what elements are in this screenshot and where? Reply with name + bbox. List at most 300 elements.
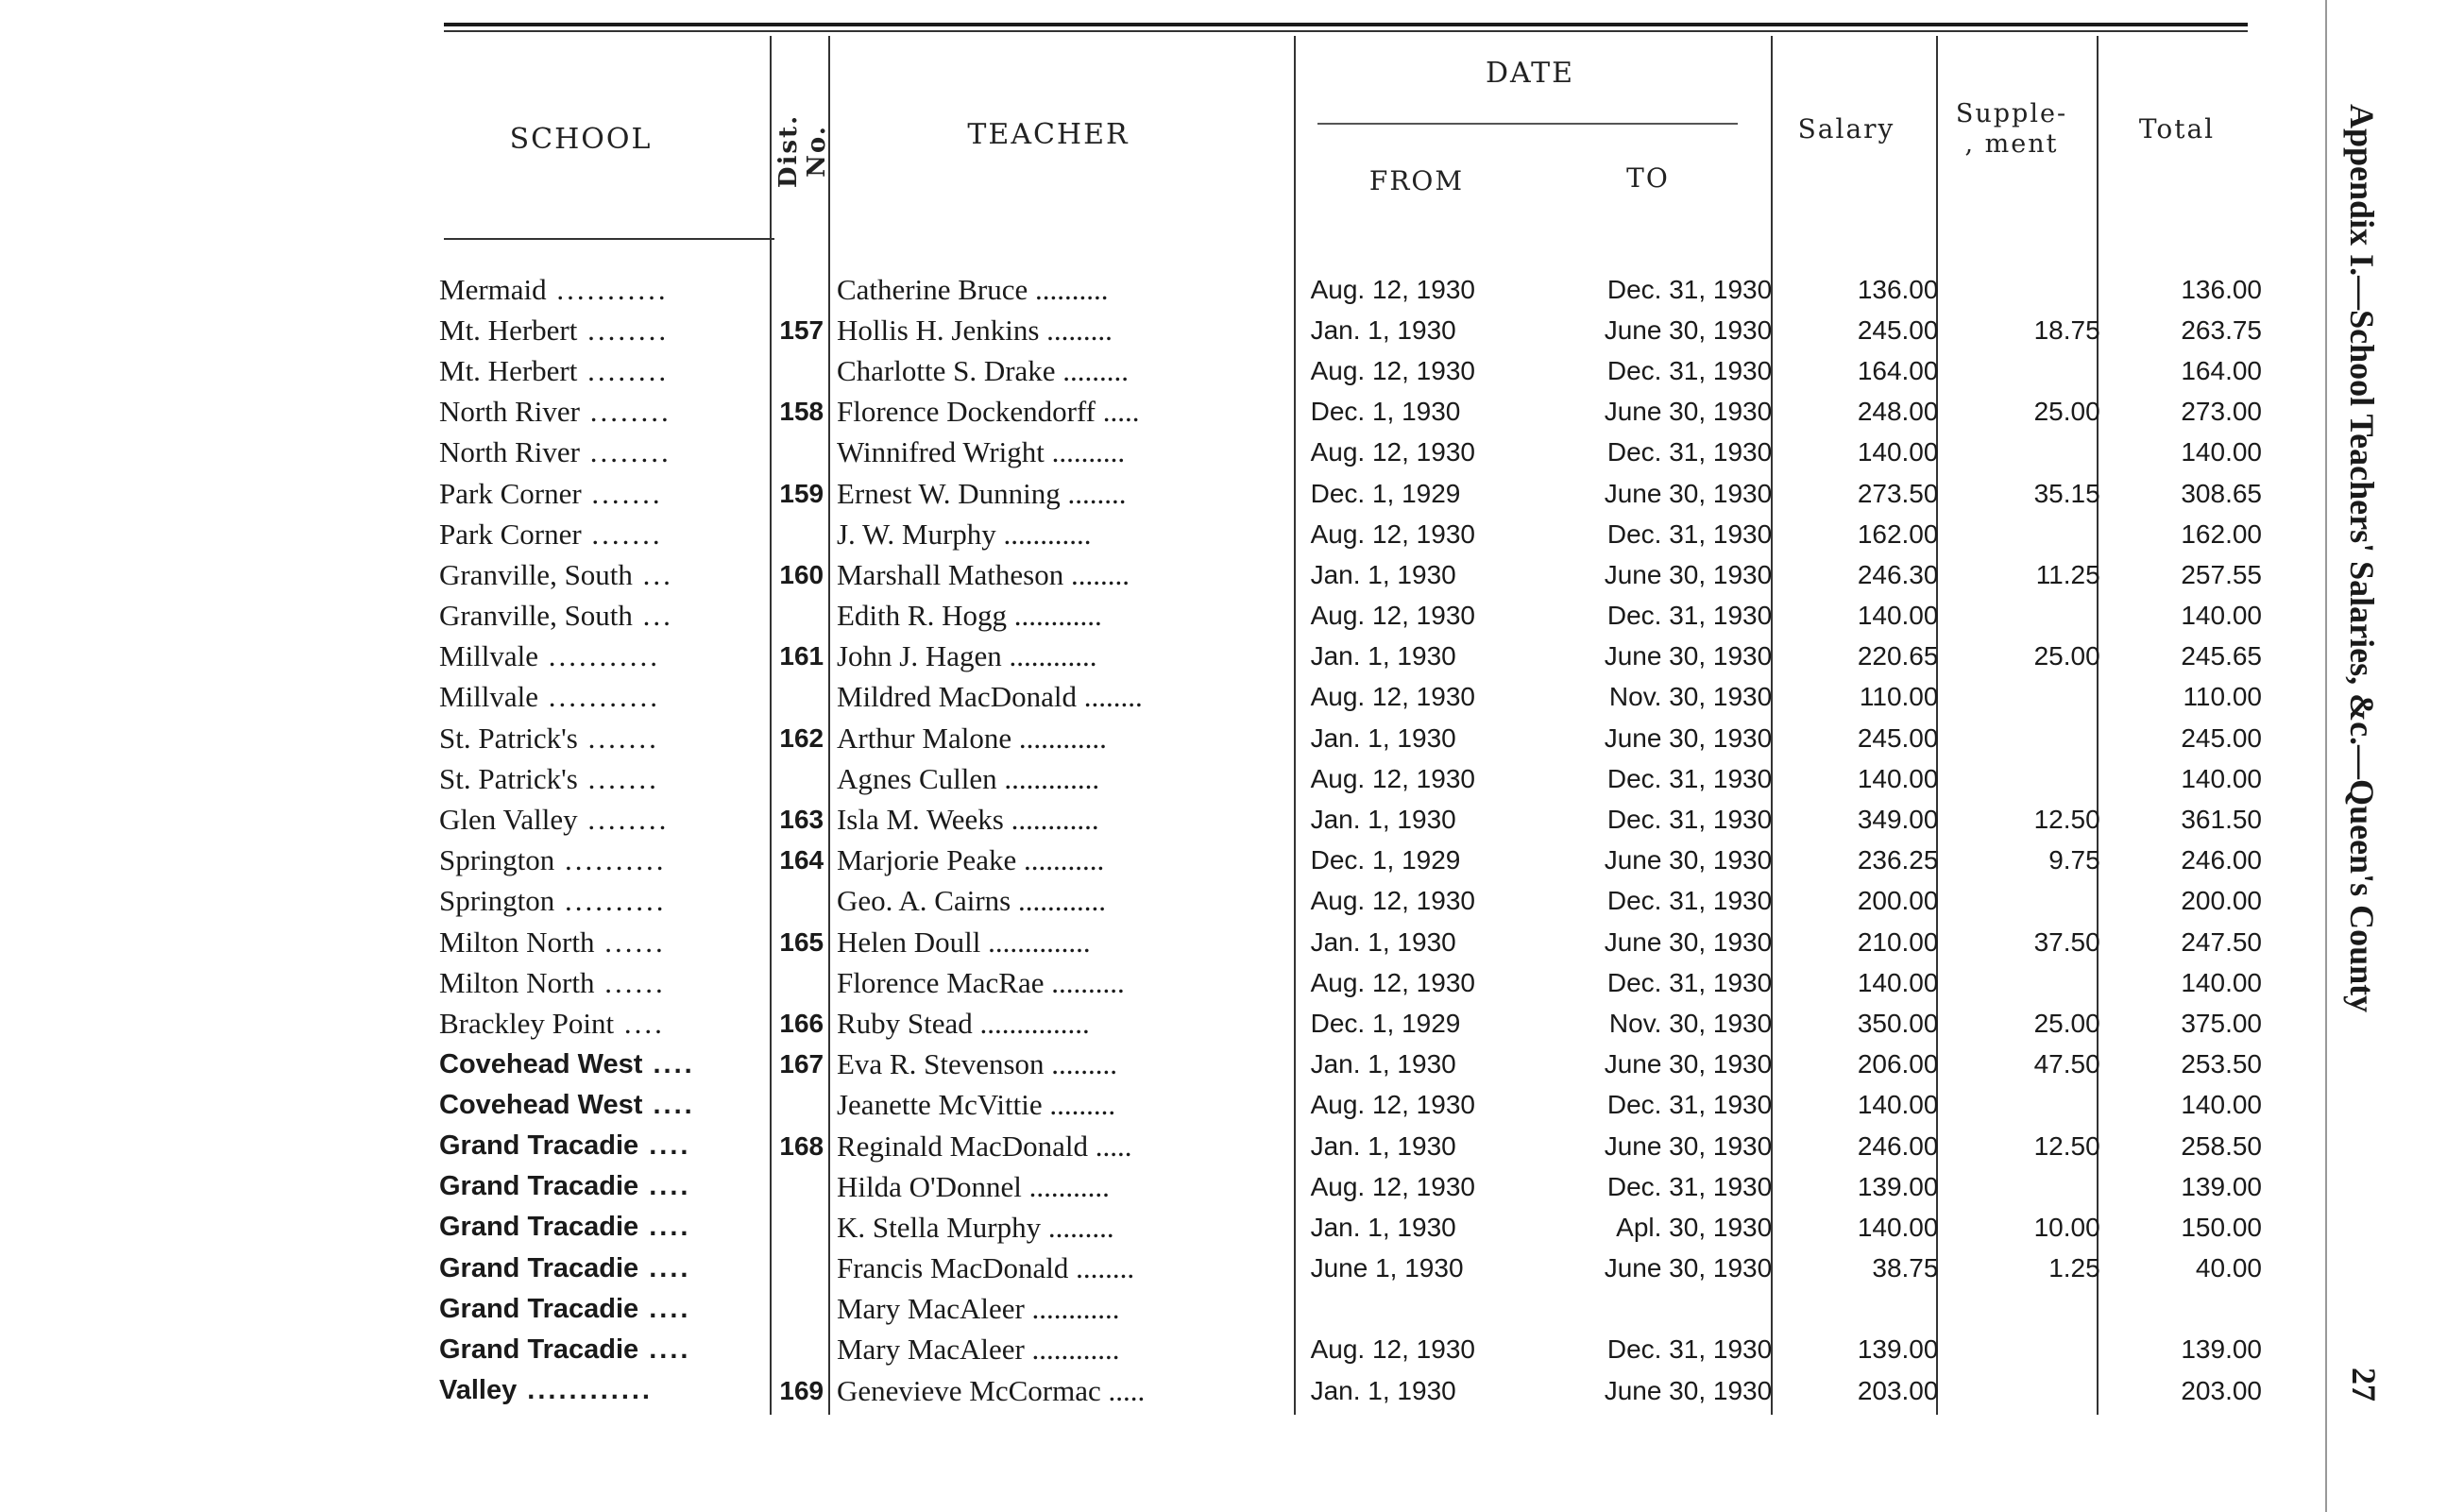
salary-cell: 162.00 xyxy=(1857,518,1939,549)
dist-no-cell xyxy=(773,514,831,554)
leader-dots: ........ xyxy=(579,435,671,469)
date-to-cell: June 30, 1930 xyxy=(1604,722,1773,753)
date-from-cell: Aug. 12, 1930 xyxy=(1310,355,1475,385)
school-name: Millvale xyxy=(439,680,539,714)
leader-dots: ........... xyxy=(538,680,661,714)
salary-cell: 139.00 xyxy=(1857,1334,1939,1365)
teacher-cell: Hilda O'Donnel ........... xyxy=(836,1169,1110,1203)
supplement-cell: 9.75 xyxy=(2048,845,2100,875)
total-cell: 273.00 xyxy=(2181,397,2262,427)
table-row xyxy=(439,758,2262,799)
total-cell: 246.00 xyxy=(2181,845,2262,875)
school-cell xyxy=(439,1003,773,1044)
header-bottom-rule xyxy=(444,238,774,240)
date-from-cell: Jan. 1, 1930 xyxy=(1310,1375,1456,1405)
leader-dots: ........ xyxy=(579,395,671,429)
date-divider-rule xyxy=(1317,123,1738,125)
leader-dots: ........ xyxy=(577,803,670,837)
dist-no-cell xyxy=(773,1330,831,1370)
teacher-cell: John J. Hagen ............ xyxy=(836,639,1097,673)
date-from-cell: Jan. 1, 1930 xyxy=(1310,314,1456,345)
dist-no-cell xyxy=(773,881,831,922)
school-cell xyxy=(439,514,773,554)
total-cell: 140.00 xyxy=(2181,601,2262,631)
total-cell: 110.00 xyxy=(2183,682,2262,712)
date-to-cell: Dec. 31, 1930 xyxy=(1606,355,1773,385)
dist-no-cell: 168 xyxy=(779,1130,824,1161)
teacher-cell: Francis MacDonald ........ xyxy=(836,1251,1135,1285)
teacher-cell: Mary MacAleer ............ xyxy=(836,1333,1120,1367)
total-cell: 136.00 xyxy=(2181,274,2262,304)
table-row xyxy=(439,1045,2262,1085)
teacher-cell: Arthur Malone ............ xyxy=(836,721,1107,755)
leader-dots: .......... xyxy=(554,884,667,918)
leader-dots: ....... xyxy=(577,721,659,755)
teacher-cell: Marshall Matheson ........ xyxy=(836,557,1130,591)
salary-cell: 246.00 xyxy=(1857,1130,1939,1161)
table-row xyxy=(439,962,2262,1003)
date-to-cell: Dec. 31, 1930 xyxy=(1606,886,1773,916)
total-cell: 258.50 xyxy=(2181,1130,2262,1161)
date-to-cell: June 30, 1930 xyxy=(1604,478,1773,508)
teacher-cell: Eva R. Stevenson ......... xyxy=(836,1047,1118,1081)
school-cell xyxy=(439,1249,773,1289)
salary-cell: 350.00 xyxy=(1857,1008,1939,1038)
date-to-cell: Dec. 31, 1930 xyxy=(1606,437,1773,467)
supplement-cell: 25.00 xyxy=(2033,641,2100,671)
dist-no-cell xyxy=(773,350,831,391)
salary-cell: 136.00 xyxy=(1857,274,1939,304)
teacher-cell: Hollis H. Jenkins ......... xyxy=(836,313,1113,347)
table-row xyxy=(439,596,2262,637)
school-name: North River xyxy=(439,395,580,429)
school-cell xyxy=(439,677,773,718)
date-from-cell: Aug. 12, 1930 xyxy=(1310,601,1475,631)
salary-cell: 273.50 xyxy=(1857,478,1939,508)
date-from-cell: Jan. 1, 1930 xyxy=(1310,559,1456,589)
header-teacher: TEACHER xyxy=(967,118,1130,151)
date-from-cell: Aug. 12, 1930 xyxy=(1310,886,1475,916)
supplement-cell xyxy=(1938,962,2099,1003)
leader-dots: ....... xyxy=(581,476,663,510)
school-name: Mermaid xyxy=(439,272,547,306)
supplement-cell xyxy=(1938,350,2099,391)
date-from-cell: Aug. 12, 1930 xyxy=(1310,763,1475,793)
leader-dots: ... xyxy=(632,557,673,591)
dist-no-cell xyxy=(773,1289,831,1330)
table-row xyxy=(439,310,2262,350)
date-to-cell: Dec. 31, 1930 xyxy=(1606,601,1773,631)
table-row xyxy=(439,1003,2262,1044)
school-name: St. Patrick's xyxy=(439,761,578,795)
teacher-cell: Jeanette McVittie ......... xyxy=(836,1088,1116,1122)
supplement-cell: 37.50 xyxy=(2033,926,2100,957)
total-cell: 375.00 xyxy=(2181,1008,2262,1038)
leader-dots: ........... xyxy=(538,639,661,673)
supplement-cell: 10.00 xyxy=(2033,1212,2100,1242)
supplement-cell: 1.25 xyxy=(2048,1253,2100,1283)
school-cell xyxy=(439,1085,773,1126)
leader-dots: ............ xyxy=(517,1375,653,1406)
teacher-cell: Catherine Bruce .......... xyxy=(836,272,1109,306)
date-from-cell: Aug. 12, 1930 xyxy=(1310,1334,1475,1365)
supplement-cell xyxy=(1938,1085,2099,1126)
date-to-cell: June 30, 1930 xyxy=(1604,314,1773,345)
school-name: Grand Tracadie xyxy=(439,1130,639,1162)
supplement-cell xyxy=(1938,1166,2099,1207)
total-cell: 245.65 xyxy=(2181,641,2262,671)
total-cell: 140.00 xyxy=(2181,967,2262,997)
date-to-cell: June 30, 1930 xyxy=(1604,641,1773,671)
school-name: Glen Valley xyxy=(439,803,578,837)
total-cell: 139.00 xyxy=(2181,1334,2262,1365)
table-row xyxy=(439,1330,2262,1370)
header-date-to: TO xyxy=(1626,162,1670,194)
school-name: Grand Tracadie xyxy=(439,1171,639,1202)
dist-no-cell: 157 xyxy=(779,314,824,345)
supplement-cell: 47.50 xyxy=(2033,1049,2100,1079)
leader-dots: ........ xyxy=(577,353,670,387)
teacher-cell: Edith R. Hogg ............ xyxy=(836,599,1102,633)
date-from-cell: June 1, 1930 xyxy=(1310,1253,1464,1283)
school-name: Covehead West xyxy=(439,1089,643,1120)
school-cell xyxy=(439,392,773,433)
supplement-cell: 12.50 xyxy=(2033,1130,2100,1161)
total-cell: 164.00 xyxy=(2181,355,2262,385)
teacher-cell: Agnes Cullen ............. xyxy=(836,761,1100,795)
salary-table xyxy=(439,269,2262,1411)
salary-cell: 200.00 xyxy=(1857,886,1939,916)
school-name: Springton xyxy=(439,884,555,918)
salary-cell: 38.75 xyxy=(1872,1253,1939,1283)
teacher-cell: Florence Dockendorff ..... xyxy=(836,395,1140,429)
leader-dots: ....... xyxy=(577,761,659,795)
school-cell xyxy=(439,473,773,514)
total-cell: 263.75 xyxy=(2181,314,2262,345)
supplement-cell xyxy=(1938,433,2099,473)
table-row xyxy=(439,718,2262,758)
supplement-cell xyxy=(1938,718,2099,758)
table-row xyxy=(439,554,2262,595)
date-to-cell: Dec. 31, 1930 xyxy=(1606,1090,1773,1120)
dist-no-cell xyxy=(773,596,831,637)
dist-no-cell xyxy=(773,433,831,473)
table-row xyxy=(439,1289,2262,1330)
top-rule-secondary xyxy=(444,30,2248,32)
date-from-cell: Jan. 1, 1930 xyxy=(1310,926,1456,957)
date-to-cell: Dec. 31, 1930 xyxy=(1606,763,1773,793)
dist-no-cell: 161 xyxy=(779,641,824,671)
leader-dots: .... xyxy=(614,1006,665,1040)
date-from-cell: Jan. 1, 1930 xyxy=(1310,722,1456,753)
date-from-cell xyxy=(1301,1289,1568,1330)
table-row xyxy=(439,1207,2262,1248)
teacher-cell: Charlotte S. Drake ......... xyxy=(836,353,1130,387)
dist-no-cell: 164 xyxy=(779,845,824,875)
school-name: Millvale xyxy=(439,639,539,673)
salary-cell: 140.00 xyxy=(1857,601,1939,631)
school-name: Park Corner xyxy=(439,476,582,510)
date-to-cell: June 30, 1930 xyxy=(1604,926,1773,957)
document-page: SCHOOL Dist. No. TEACHER DATE FROM TO Salary Supple- , ment Total Mermaid ........... Catherine Bruce .......... Aug. 12, 1930 Dec. 31, 1930 136.00 136.00 Mt. Herbert ........ 157 Hollis H. Jenkins ......... Jan. 1, 1930 June 30, 1930 245.00 18.75 263.75 Mt. Herbert ........ Charlotte S. Drake ......... Aug. 12, 1930 Dec. 31, 1930 164.00 164.00 North River ........ 158 Florence Dockendorff ..... Dec. 1, 1930 June 30, 1930 248.00 25.00 273.00 North River ........ Winnifred Wright .......... Aug. 12, 1930 Dec. 31, 1930 140.00 140.00 Park Corner ....... 159 Ernest W. Dunning ........ Dec. 1, 1929 June 30, 1930 273.50 35.15 308.65 Park Corner ....... J. W. Murphy ............ Aug. 12, 1930 Dec. 31, 1930 162.00 162.00 Granville, South ... 160 Marshall Matheson ........ Jan. 1, 1930 June 30, 1930 246.30 11.25 257.55 Granville, South ... Edith R. Hogg ............ Aug. 12, 1930 Dec. 31, 1930 140.00 140.00 Millvale ........... 161 John J. Hagen ............ Jan. 1, 1930 June 30, 1930 220.65 25.00 245.65 Millvale ........... Mildred MacDonald ........ Aug. 12, 1930 Nov. 30, 1930 110.00 110.00 St. Patrick's ....... 162 Arthur Malone ............ Jan. 1, 1930 June 30, 1930 245.00 245.00 St. Patrick's ....... Agnes Cullen ............. Aug. 12, 1930 Dec. 31, 1930 140.00 140.00 Glen Valley ........ 163 Isla M. Weeks ............ Jan. 1, 1930 Dec. 31, 1930 349.00 12.50 361.50 Springton .......... 164 Marjorie Peake ........... Dec. 1, 1929 June 30, 1930 236.25 9.75 246.00 Springton .......... Geo. A. Cairns ............ Aug. 12, 1930 Dec. 31, 1930 200.00 200.00 Milton North ...... 165 Helen Doull .............. Jan. 1, 1930 June 30, 1930 210.00 37.50 247.50 Milton North ...... Florence MacRae .......... Aug. 12, 1930 Dec. 31, 1930 140.00 140.00 Brackley Point .... 166 Ruby Stead ............... Dec. 1, 1929 Nov. 30, 1930 350.00 25.00 375.00 Covehead West .... 167 Eva R. Stevenson ......... Jan. 1, 1930 June 30, 1930 206.00 47.50 253.50 Covehead West .... Jeanette McVittie ......... Aug. 12, 1930 Dec. 31, 1930 140.00 140.00 Grand Tracadie .... 168 Reginald MacDonald ..... Jan. 1, 1930 June 30, 1930 246.00 12.50 258.50 Grand Tracadie .... Hilda O'Donnel ........... Aug. 12, 1930 Dec. 31, 1930 139.00 139.00 Grand Tracadie .... K. Stella Murphy ......... Jan. 1, 1930 Apl. 30, 1930 140.00 10.00 150.00 Grand Tracadie .... Francis MacDonald ........ June 1, 1930 June 30, 1930 38.75 1.25 40.00 Grand Tracadie .... Mary MacAleer ............ Grand Tracadie .... Mary MacAleer ............ Aug. 12, 1930 Dec. 31, 1930 139.00 139.00 Valley ............ 169 Genevieve McCormac ..... Jan. 1, 1930 June 30, 1930 203.00 203.00 Appendix I.—School Teachers' Salaries, &c.—Queen's County 27 xyxy=(0,0,2447,1512)
date-from-cell: Aug. 12, 1930 xyxy=(1310,1090,1475,1120)
school-cell xyxy=(439,1126,773,1166)
teacher-cell: Ernest W. Dunning ........ xyxy=(836,476,1127,510)
school-cell xyxy=(439,350,773,391)
table-row xyxy=(439,1249,2262,1289)
leader-dots: .... xyxy=(638,1334,691,1365)
table-row xyxy=(439,1166,2262,1207)
school-name: Milton North xyxy=(439,965,595,999)
leader-dots: .... xyxy=(638,1171,691,1202)
table-row xyxy=(439,841,2262,881)
salary-cell: 245.00 xyxy=(1857,314,1939,345)
salary-cell: 139.00 xyxy=(1857,1171,1939,1201)
teacher-cell: Reginald MacDonald ..... xyxy=(836,1129,1132,1163)
leader-dots: .... xyxy=(642,1089,695,1120)
dist-no-cell xyxy=(773,1249,831,1289)
date-from-cell: Jan. 1, 1930 xyxy=(1310,1212,1456,1242)
teacher-cell: Helen Doull .............. xyxy=(836,925,1091,959)
date-from-cell: Aug. 12, 1930 xyxy=(1310,518,1475,549)
supplement-cell xyxy=(1938,514,2099,554)
table-row xyxy=(439,1370,2262,1411)
school-name: Grand Tracadie xyxy=(439,1334,639,1365)
dist-no-cell: 167 xyxy=(779,1049,824,1079)
date-to-cell: June 30, 1930 xyxy=(1604,1375,1773,1405)
teacher-cell: Mary MacAleer ............ xyxy=(836,1292,1120,1326)
school-cell xyxy=(439,799,773,840)
total-cell: 361.50 xyxy=(2181,805,2262,835)
dist-no-cell: 160 xyxy=(779,559,824,589)
dist-no-cell xyxy=(773,677,831,718)
leader-dots: .... xyxy=(638,1212,691,1243)
school-cell xyxy=(439,758,773,799)
table-row xyxy=(439,799,2262,840)
salary-cell: 245.00 xyxy=(1857,722,1939,753)
header-total: Total xyxy=(2138,113,2216,144)
salary-cell: 110.00 xyxy=(1859,682,1939,712)
school-name: Covehead West xyxy=(439,1048,643,1079)
supplement-cell xyxy=(1938,677,2099,718)
date-from-cell: Dec. 1, 1929 xyxy=(1310,845,1461,875)
table-row xyxy=(439,637,2262,677)
header-supplement: Supple- , ment xyxy=(1955,99,2068,159)
salary-cell: 220.65 xyxy=(1857,641,1939,671)
teacher-cell: Winnifred Wright .......... xyxy=(836,435,1126,469)
dist-no-cell: 159 xyxy=(779,478,824,508)
top-rule xyxy=(444,23,2248,26)
date-to-cell: Dec. 31, 1930 xyxy=(1606,518,1773,549)
school-name: Mt. Herbert xyxy=(439,313,578,347)
dist-no-cell: 166 xyxy=(779,1008,824,1038)
date-to-cell: June 30, 1930 xyxy=(1604,397,1773,427)
date-from-cell: Jan. 1, 1930 xyxy=(1310,1049,1456,1079)
date-from-cell: Jan. 1, 1930 xyxy=(1310,1130,1456,1161)
leader-dots: ...... xyxy=(594,965,666,999)
salary-cell: 140.00 xyxy=(1857,1212,1939,1242)
school-name: Granville, South xyxy=(439,557,633,591)
leader-dots: .... xyxy=(638,1293,691,1324)
teacher-cell: Mildred MacDonald ........ xyxy=(836,680,1143,714)
teacher-cell: Isla M. Weeks ............ xyxy=(836,803,1099,837)
table-row xyxy=(439,514,2262,554)
dist-no-cell: 169 xyxy=(779,1375,824,1405)
supplement-cell xyxy=(1938,1370,2099,1411)
page-number: 27 xyxy=(2345,1368,2383,1402)
header-dist-no xyxy=(765,85,841,198)
teacher-cell: Ruby Stead ............... xyxy=(836,1006,1090,1040)
supplement-cell xyxy=(1938,596,2099,637)
dist-no-cell xyxy=(773,758,831,799)
leader-dots: .... xyxy=(642,1048,695,1079)
dist-no-cell xyxy=(773,1166,831,1207)
supplement-cell: 35.15 xyxy=(2033,478,2100,508)
leader-dots: .... xyxy=(638,1130,691,1162)
dist-no-cell: 158 xyxy=(779,397,824,427)
date-to-cell: Dec. 31, 1930 xyxy=(1606,274,1773,304)
dist-no-cell xyxy=(773,1085,831,1126)
school-cell xyxy=(439,269,773,310)
date-to-cell: Dec. 31, 1930 xyxy=(1606,967,1773,997)
leader-dots: .......... xyxy=(554,843,667,877)
school-cell xyxy=(439,1045,773,1085)
salary-cell: 206.00 xyxy=(1857,1049,1939,1079)
school-cell xyxy=(439,962,773,1003)
table-row xyxy=(439,392,2262,433)
date-from-cell: Aug. 12, 1930 xyxy=(1310,682,1475,712)
school-cell xyxy=(439,922,773,962)
school-cell xyxy=(439,881,773,922)
salary-cell xyxy=(1772,1289,1938,1330)
total-cell: 139.00 xyxy=(2181,1171,2262,1201)
salary-cell: 140.00 xyxy=(1857,763,1939,793)
date-to-cell: Dec. 31, 1930 xyxy=(1606,1171,1773,1201)
salary-cell: 248.00 xyxy=(1857,397,1939,427)
supplement-cell xyxy=(1938,1330,2099,1370)
school-name: North River xyxy=(439,435,580,469)
school-cell xyxy=(439,718,773,758)
school-cell xyxy=(439,1370,773,1411)
date-to-cell xyxy=(1568,1289,1773,1330)
school-name: Brackley Point xyxy=(439,1006,615,1040)
supplement-cell xyxy=(1938,881,2099,922)
school-name: Granville, South xyxy=(439,599,633,633)
total-cell: 150.00 xyxy=(2181,1212,2262,1242)
supplement-cell xyxy=(1938,269,2099,310)
date-to-cell: Nov. 30, 1930 xyxy=(1608,682,1773,712)
leader-dots: ....... xyxy=(581,517,663,551)
salary-cell: 349.00 xyxy=(1857,805,1939,835)
supplement-cell xyxy=(1938,1289,2099,1330)
total-cell: 253.50 xyxy=(2181,1049,2262,1079)
date-from-cell: Dec. 1, 1929 xyxy=(1310,1008,1461,1038)
date-from-cell: Jan. 1, 1930 xyxy=(1310,641,1456,671)
date-from-cell: Aug. 12, 1930 xyxy=(1310,1171,1475,1201)
leader-dots: ........... xyxy=(546,272,669,306)
date-to-cell: June 30, 1930 xyxy=(1604,1130,1773,1161)
page-edge-rule xyxy=(2325,0,2327,1512)
school-name: Milton North xyxy=(439,925,595,959)
salary-cell: 236.25 xyxy=(1857,845,1939,875)
salary-cell: 140.00 xyxy=(1857,437,1939,467)
header-dist-no-label: Dist. No. xyxy=(774,113,831,189)
total-cell: 257.55 xyxy=(2181,559,2262,589)
salary-cell: 203.00 xyxy=(1857,1375,1939,1405)
table-row xyxy=(439,677,2262,718)
school-cell xyxy=(439,433,773,473)
header-date-from: FROM xyxy=(1368,165,1465,196)
school-cell xyxy=(439,1330,773,1370)
salary-cell: 210.00 xyxy=(1857,926,1939,957)
total-cell: 247.50 xyxy=(2181,926,2262,957)
school-cell xyxy=(439,1289,773,1330)
teacher-cell: J. W. Murphy ............ xyxy=(836,517,1092,551)
leader-dots: ... xyxy=(632,599,673,633)
dist-no-cell xyxy=(773,269,831,310)
teacher-cell: Genevieve McCormac ..... xyxy=(836,1373,1146,1407)
leader-dots: ........ xyxy=(577,313,670,347)
salary-cell: 140.00 xyxy=(1857,967,1939,997)
date-to-cell: June 30, 1930 xyxy=(1604,559,1773,589)
date-from-cell: Dec. 1, 1930 xyxy=(1310,397,1461,427)
school-name: Park Corner xyxy=(439,517,582,551)
table-row xyxy=(439,433,2262,473)
total-cell: 140.00 xyxy=(2181,1090,2262,1120)
date-from-cell: Aug. 12, 1930 xyxy=(1310,274,1475,304)
dist-no-cell xyxy=(773,1207,831,1248)
school-cell xyxy=(439,554,773,595)
leader-dots: ...... xyxy=(594,925,666,959)
table-row xyxy=(439,473,2262,514)
supplement-cell xyxy=(1938,758,2099,799)
salary-cell: 164.00 xyxy=(1857,355,1939,385)
date-to-cell: Nov. 30, 1930 xyxy=(1608,1008,1773,1038)
salary-cell: 140.00 xyxy=(1857,1090,1939,1120)
date-to-cell: Dec. 31, 1930 xyxy=(1606,805,1773,835)
teacher-cell: Marjorie Peake ........... xyxy=(836,843,1105,877)
date-from-cell: Aug. 12, 1930 xyxy=(1310,437,1475,467)
table-row xyxy=(439,1126,2262,1166)
date-to-cell: June 30, 1930 xyxy=(1604,845,1773,875)
school-cell xyxy=(439,841,773,881)
supplement-cell: 25.00 xyxy=(2033,1008,2100,1038)
supplement-cell: 25.00 xyxy=(2033,397,2100,427)
school-cell xyxy=(439,1207,773,1248)
header-date: DATE xyxy=(1486,57,1574,90)
total-cell: 162.00 xyxy=(2181,518,2262,549)
table-row xyxy=(439,881,2262,922)
header-salary: Salary xyxy=(1797,113,1895,144)
total-cell xyxy=(2100,1289,2262,1330)
date-to-cell: Apl. 30, 1930 xyxy=(1616,1212,1773,1242)
school-cell xyxy=(439,1166,773,1207)
total-cell: 140.00 xyxy=(2181,763,2262,793)
school-cell xyxy=(439,596,773,637)
school-name: Springton xyxy=(439,843,555,877)
table-row xyxy=(439,269,2262,310)
school-name: Mt. Herbert xyxy=(439,353,578,387)
date-from-cell: Aug. 12, 1930 xyxy=(1310,967,1475,997)
dist-no-cell: 162 xyxy=(779,722,824,753)
date-from-cell: Dec. 1, 1929 xyxy=(1310,478,1461,508)
supplement-cell: 12.50 xyxy=(2033,805,2100,835)
teacher-cell: Florence MacRae .......... xyxy=(836,965,1125,999)
total-cell: 203.00 xyxy=(2181,1375,2262,1405)
date-to-cell: June 30, 1930 xyxy=(1604,1049,1773,1079)
total-cell: 200.00 xyxy=(2181,886,2262,916)
teacher-cell: K. Stella Murphy ......... xyxy=(836,1210,1114,1244)
